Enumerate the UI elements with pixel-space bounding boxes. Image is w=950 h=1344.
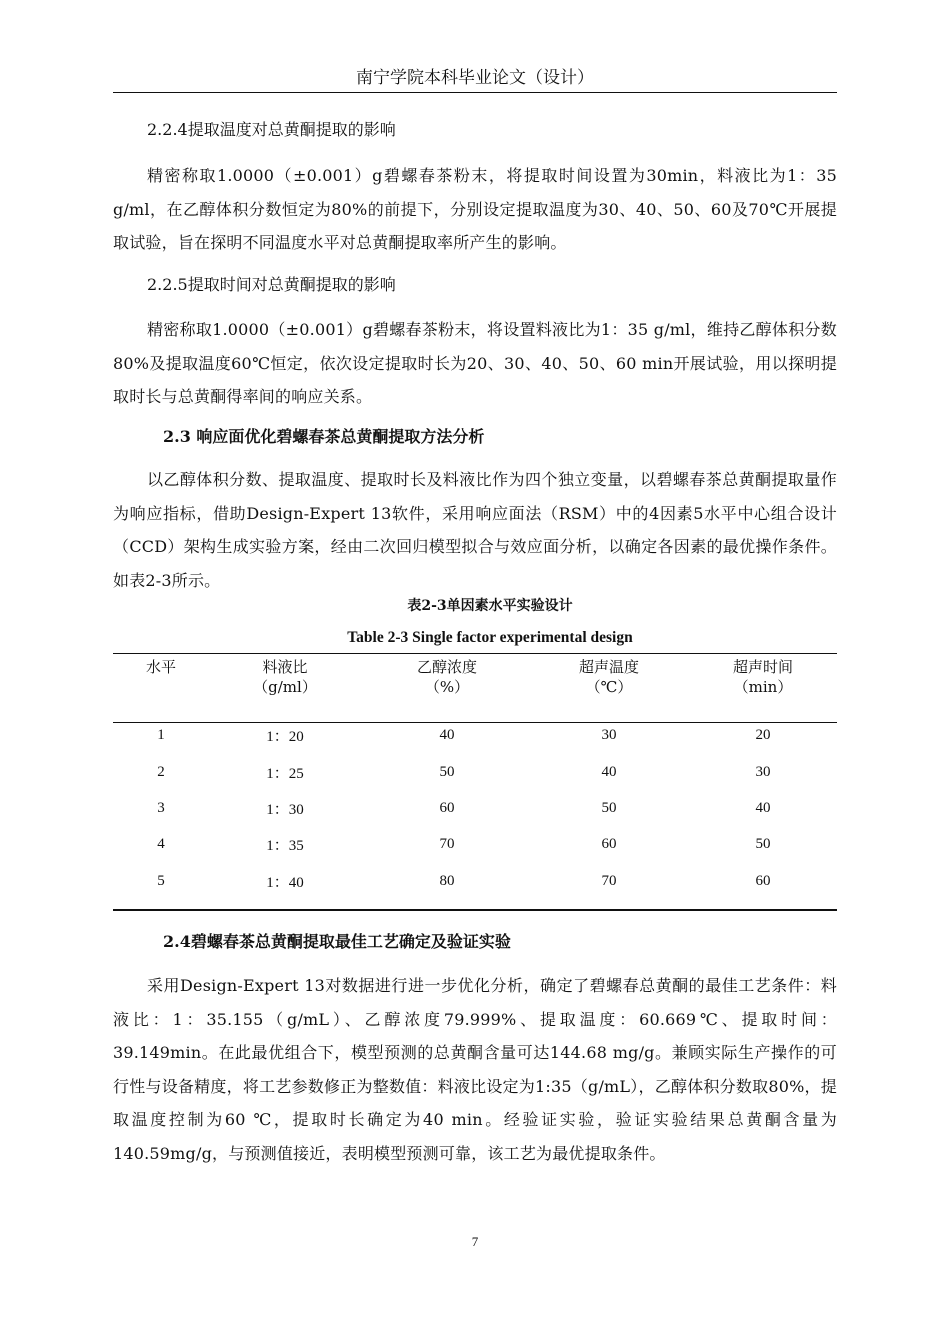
header-unit: （℃）	[585, 678, 633, 696]
header-label: 乙醇浓度	[416, 658, 477, 676]
table-cell: 50	[755, 836, 771, 852]
section-title-2-3: 2.3 响应面优化碧螺春茶总黄酮提取方法分析	[163, 427, 485, 446]
header-ratio	[235, 657, 335, 697]
table-cell: 2	[157, 764, 165, 780]
header-label: 水平	[145, 658, 176, 676]
table-caption-en: Table 2-3 Single factor experimental design	[347, 629, 633, 646]
running-header: 南宁学院本科毕业论文（设计）	[356, 68, 594, 88]
table-cell: 20	[755, 727, 771, 743]
subsection-heading-2-2-5: 2.2.5提取时间对总黄酮提取的影响	[147, 275, 396, 294]
header-unit: （%）	[424, 678, 470, 696]
section-title-2-4: 2.4碧螺春茶总黄酮提取最佳工艺确定及验证实验	[163, 932, 511, 951]
table-cell: 50	[439, 764, 455, 780]
table-cell: 60	[601, 836, 617, 852]
table-cell: 60	[755, 873, 771, 889]
page-number: 7	[471, 1234, 479, 1249]
header-label: 超声温度	[578, 658, 639, 676]
table-cell: 3	[157, 800, 165, 816]
table-top-rule	[113, 653, 837, 654]
table-cell: 50	[601, 800, 617, 816]
paragraph-time: 精密称取1.0000（±0.001）g碧螺春茶粉末，将设置料液比为1：35 g/ml，维持乙醇体积分数80%及提取温度60℃恒定，依次设定提取时长为20、30、40、50、60 min开展试验，用以探明提取时长与总黄酮得率间的响应关系。	[113, 320, 837, 406]
table-cell: 1：25	[266, 766, 304, 782]
header-unit: （g/ml）	[253, 678, 317, 696]
table-bottom-rule	[113, 909, 837, 911]
header-level	[113, 657, 209, 677]
table-cell: 80	[439, 873, 455, 889]
table-cell: 40	[439, 727, 455, 743]
table-cell: 60	[439, 800, 455, 816]
subsection-heading-2-2-4: 2.2.4提取温度对总黄酮提取的影响	[147, 120, 396, 139]
table-cell: 5	[157, 873, 165, 889]
table-cell: 70	[601, 873, 617, 889]
table-cell: 1：40	[266, 875, 304, 891]
table-cell: 4	[157, 836, 165, 852]
header-temperature	[559, 657, 659, 697]
table-cell: 1	[157, 727, 165, 743]
table-header-rule	[113, 722, 837, 723]
table-cell: 30	[601, 727, 617, 743]
table-cell: 1：30	[266, 802, 304, 818]
table-cell: 1：35	[266, 838, 304, 854]
header-unit: （min）	[733, 678, 793, 696]
header-label: 超声时间	[732, 658, 793, 676]
table-cell: 30	[755, 764, 771, 780]
paragraph-optimization: 采用Design-Expert 13对数据进行进一步优化分析，确定了碧螺春总黄酮的最佳工艺条件：料液比：1：35.155（g/mL）、乙醇浓度79.999%、提取温度：60.669℃、提取时间：39.149min。在此最优组合下，模型预测的总黄酮含量可达144.68 mg/g。兼顾实际生产操作的可行性与设备精度，将工艺参数修正为整数值：料液比设定为1:35（g/mL），乙醇体积分数取80%，提取温度控制为60 ℃，提取时长确定为40 min。经验证实验，验证实验结果总黄酮含量为140.59mg/g，与预测值接近，表明模型预测可靠，该工艺为最优提取条件。	[113, 976, 837, 1163]
header-ethanol	[397, 657, 497, 697]
table-caption-cn: 表2-3单因素水平实验设计	[407, 598, 573, 614]
paragraph-temperature: 精密称取1.0000（±0.001）g碧螺春茶粉末，将提取时间设置为30min，料液比为1：35 g/ml，在乙醇体积分数恒定为80%的前提下，分别设定提取温度为30、40、50、60及70℃开展提取试验，旨在探明不同温度水平对总黄酮提取率所产生的影响。	[113, 166, 837, 252]
paragraph-rsm: 以乙醇体积分数、提取温度、提取时长及料液比作为四个独立变量，以碧螺春茶总黄酮提取量作为响应指标，借助Design-Expert 13软件，采用响应面法（RSM）中的4因素5水平中心组合设计（CCD）架构生成实验方案，经由二次回归模型拟合与效应面分析，以确定各因素的最优操作条件。如表2-3所示。	[113, 470, 837, 590]
table-cell: 70	[439, 836, 455, 852]
header-time	[713, 657, 813, 697]
table-cell: 1：20	[266, 729, 304, 745]
header-label: 料液比	[262, 658, 308, 676]
table-cell: 40	[755, 800, 771, 816]
table-cell: 40	[601, 764, 617, 780]
header-divider	[113, 92, 837, 93]
